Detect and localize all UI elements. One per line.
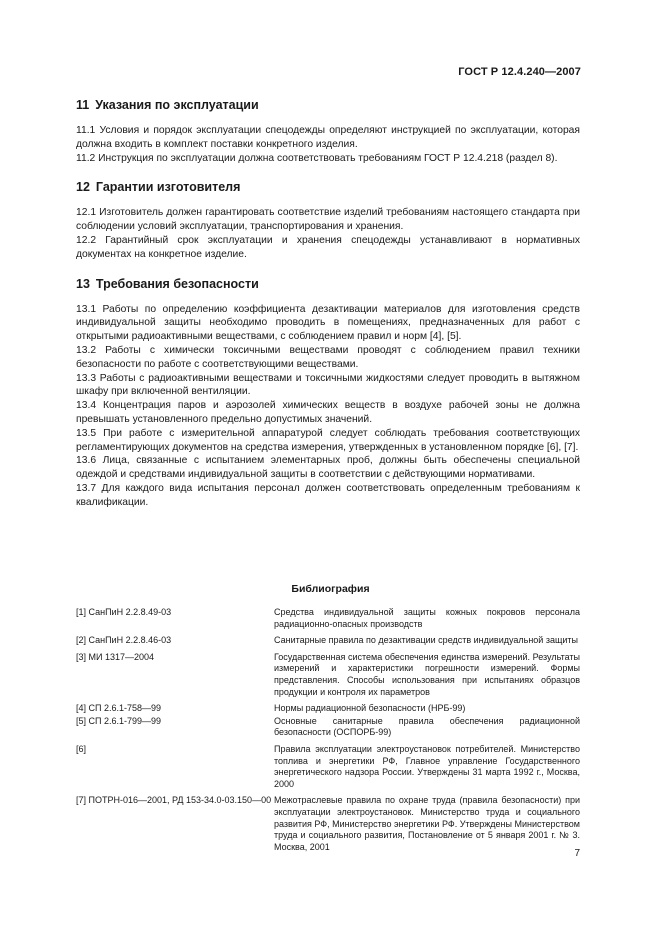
paragraph: 13.4 Концентрация паров и аэрозолей химических веществ в воздухе рабочей зоны не должна превышать установленного предельно допустимых значений. bbox=[76, 400, 580, 425]
section-11 bbox=[76, 96, 580, 165]
bibliography-ref: [2] СанПиН 2.2.8.46-03 bbox=[76, 635, 172, 646]
standard-header: ГОСТ Р 12.4.240—2007 bbox=[458, 66, 581, 78]
page-number: 7 bbox=[574, 848, 580, 859]
bibliography-desc: Средства индивидуальной защиты кожных покровов персонала радиационно-опасных производств bbox=[274, 607, 580, 629]
bibliography-item bbox=[76, 744, 580, 790]
paragraph: 11.1 Условия и порядок эксплуатации спецодежды определяют инструкцией по эксплуатации, которая должна входить в комплект поставки конкретного изделия. bbox=[76, 125, 580, 150]
bibliography-desc: Санитарные правила по дезактивации средств индивидуальной защиты bbox=[274, 635, 578, 646]
main-content bbox=[76, 96, 580, 523]
paragraph: 13.3 Работы с радиоактивными веществами и токсичными жидкостями следует проводить в вытяжном шкафу при включенной вентиляции. bbox=[76, 372, 580, 398]
bibliography-ref: [5] СП 2.6.1-799—99 bbox=[76, 715, 162, 726]
paragraph: 13.5 При работе с измерительной аппаратурой следует соблюдать требования соответствующих регламентирующих документов на средства измерения, утвержденных в установленном порядке [6], [7]. bbox=[76, 427, 580, 453]
bibliography-ref: [6] bbox=[76, 743, 87, 754]
section-title: Указания по эксплуатации bbox=[95, 98, 259, 112]
bibliography-item bbox=[76, 635, 580, 647]
bibliography-item bbox=[76, 607, 580, 630]
section-number: 11 bbox=[76, 98, 90, 112]
bibliography-item bbox=[76, 795, 580, 853]
section-title: Требования безопасности bbox=[95, 276, 259, 291]
bibliography-ref: [1] СанПиН 2.2.8.49-03 bbox=[76, 607, 172, 617]
bibliography-ref: [3] МИ 1317—2004 bbox=[76, 651, 155, 662]
section-13 bbox=[76, 275, 580, 510]
bibliography-desc: Государственная система обеспечения единства измерений. Результаты измерений и характеристики погрешности измерений. Формы представления. Способы использования при испытаниях образцов продукции и контроля их параметров bbox=[274, 651, 580, 697]
paragraph: 13.7 Для каждого вида испытания персонал должен соответствовать определенным требованиям к квалификации. bbox=[76, 482, 580, 508]
bibliography-desc: Правила эксплуатации электроустановок потребителей. Министерство топлива и энергетики РФ, Главное управление Государственного энергетического надзора России. Утверждены 31 марта 1992 г., Москва, 2000 bbox=[274, 743, 580, 789]
paragraph: 13.1 Работы по определению коэффициента дезактивации материалов для изготовления средств индивидуальной защиты необходимо проводить в помещениях, предназначенных для работ с открытыми радиоактивными веществами, с соблюдением правил и норм [4], [5]. bbox=[76, 303, 580, 343]
bibliography-ref: [7] ПОТРН-016—2001, РД 153-34.0-03.150—00 bbox=[76, 795, 272, 806]
paragraph: 12.1 Изготовитель должен гарантировать соответствие изделий требованиям настоящего стандарта при соблюдении условий эксплуатации, транспортирования и хранения. bbox=[76, 207, 580, 233]
bibliography-item bbox=[76, 652, 580, 698]
paragraph: 12.2 Гарантийный срок эксплуатации и хранения спецодежды устанавливают в нормативных документах на конкретное изделие. bbox=[76, 234, 580, 260]
paragraph: 13.6 Лица, связанные с испытанием элементарных проб, должны быть обеспечены специальной одеждой и средствами индивидуальной защиты в соответствии с действующими нормативами. bbox=[76, 455, 580, 481]
section-12 bbox=[76, 178, 580, 261]
bibliography-list bbox=[76, 607, 580, 858]
paragraph: 11.2 Инструкция по эксплуатации должна соответствовать требованиям ГОСТ Р 12.4.218 (раздел 8). bbox=[76, 152, 558, 164]
section-heading bbox=[76, 96, 580, 114]
bibliography-ref: [4] СП 2.6.1-758—99 bbox=[76, 703, 162, 714]
bibliography-item bbox=[76, 716, 580, 739]
bibliography-desc: Нормы радиационной безопасности (НРБ-99) bbox=[274, 703, 466, 714]
paragraph: 13.2 Работы с химически токсичными веществами проводят с соблюдением правил техники безопасности по работе с соответствующими веществами. bbox=[76, 344, 580, 370]
bibliography-desc: Основные санитарные правила обеспечения радиационной безопасности (ОСПОРБ-99) bbox=[274, 715, 580, 738]
section-number: 12 bbox=[76, 180, 90, 195]
bibliography-desc: Межотраслевые правила по охране труда (правила безопасности) при эксплуатации электроустановок. Министерство труда и социального развития РФ, Министерство энергетики РФ. Утверждены Министерством труда и социального развития, Постановление от 5 января 2001 г. № 3. Москва, 2001 bbox=[274, 795, 580, 852]
bibliography-title: Библиография bbox=[291, 583, 370, 595]
section-heading bbox=[76, 178, 580, 196]
section-heading bbox=[76, 275, 580, 293]
section-title: Гарантии изготовителя bbox=[95, 180, 241, 195]
section-number: 13 bbox=[76, 276, 90, 291]
bibliography-item bbox=[76, 703, 580, 715]
